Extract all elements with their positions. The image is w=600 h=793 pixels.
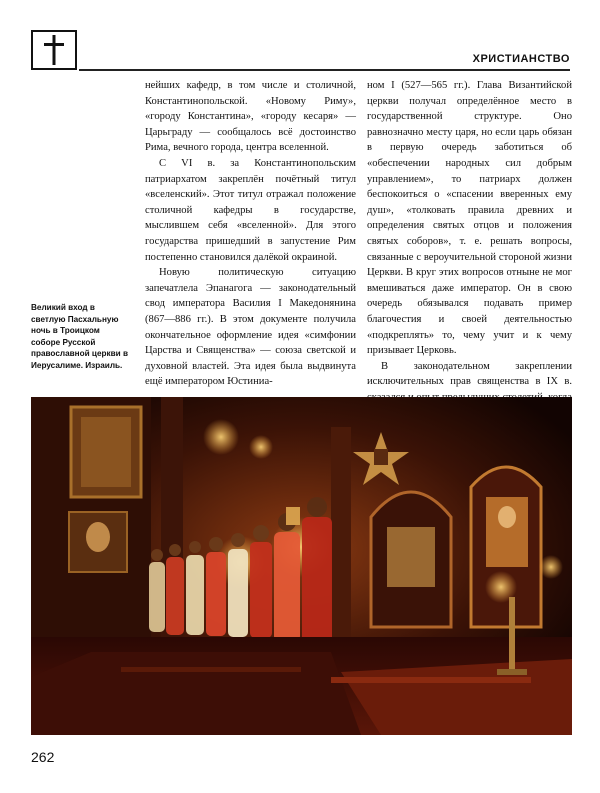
paragraph: С VI в. за Константинопольским патриархатом закреплён почётный титул «вселенский». Этот титул отражал положение столичной кафедры в государстве, мыслившем себя «вселенной». Для этого государства пришедший в запустение Рим постепенно становился далёкой окраиной. [145, 157, 356, 263]
paragraph: ном I (527—565 гг.). Глава Византийской церкви получал определённое место в государственной структуре. Оно равнозначно месту царя, но если царь обязан в первую очередь заботиться об «обеспечении народных сил добрым управлением», то патриарх должен беспокоиться о «спасении вверенных ему душ», «толковать правила древних и определения святых отцов и положения святых соборов», т. е. решать вопросы, связанные с вероучительной стороной жизни Церкви. В круг этих вопросов отныне не мог вмешиваться даже император. Он в свою очередь обязывался подавать пример благочестия и своей деятельностью «подкреплять» то, чему учит и к чему призывает Церковь. [367, 80, 572, 357]
cross-icon [33, 32, 75, 68]
paragraph: Новую политическую ситуацию запечатлела Эпанагога — законодательный свод императора Василия I Македонянина (867—886 гг.). В этом документе получила окончательное оформление идея «симфонии Царства и Священства» — союза светской и духовной властей. Эта идея была выдвинута ещё императором Юстиниа- [145, 267, 356, 388]
text-column-1 [145, 78, 356, 390]
cross-emblem [31, 30, 77, 70]
section-title: ХРИСТИАНСТВО [472, 53, 570, 65]
paragraph: В законодательном закреплении исключительных прав священства в IX в. [367, 360, 572, 388]
header-rule [79, 69, 570, 71]
church-interior-photo [31, 397, 572, 735]
text-column-2 [367, 78, 572, 421]
photo-caption: Великий вход в светлую Пасхальную ночь в Троицком соборе Русской православной церкви в Иерусалиме. Израиль. [31, 303, 128, 370]
page-number: 262 [31, 749, 55, 765]
paragraph: нейших кафедр, в том числе и столичной, Константинопольской. «Новому Риму», «городу Константина», «городу кесаря» — Царьграду — сообщалось всё достоинство Рима, вечного города, центра вселенной. [145, 80, 356, 154]
